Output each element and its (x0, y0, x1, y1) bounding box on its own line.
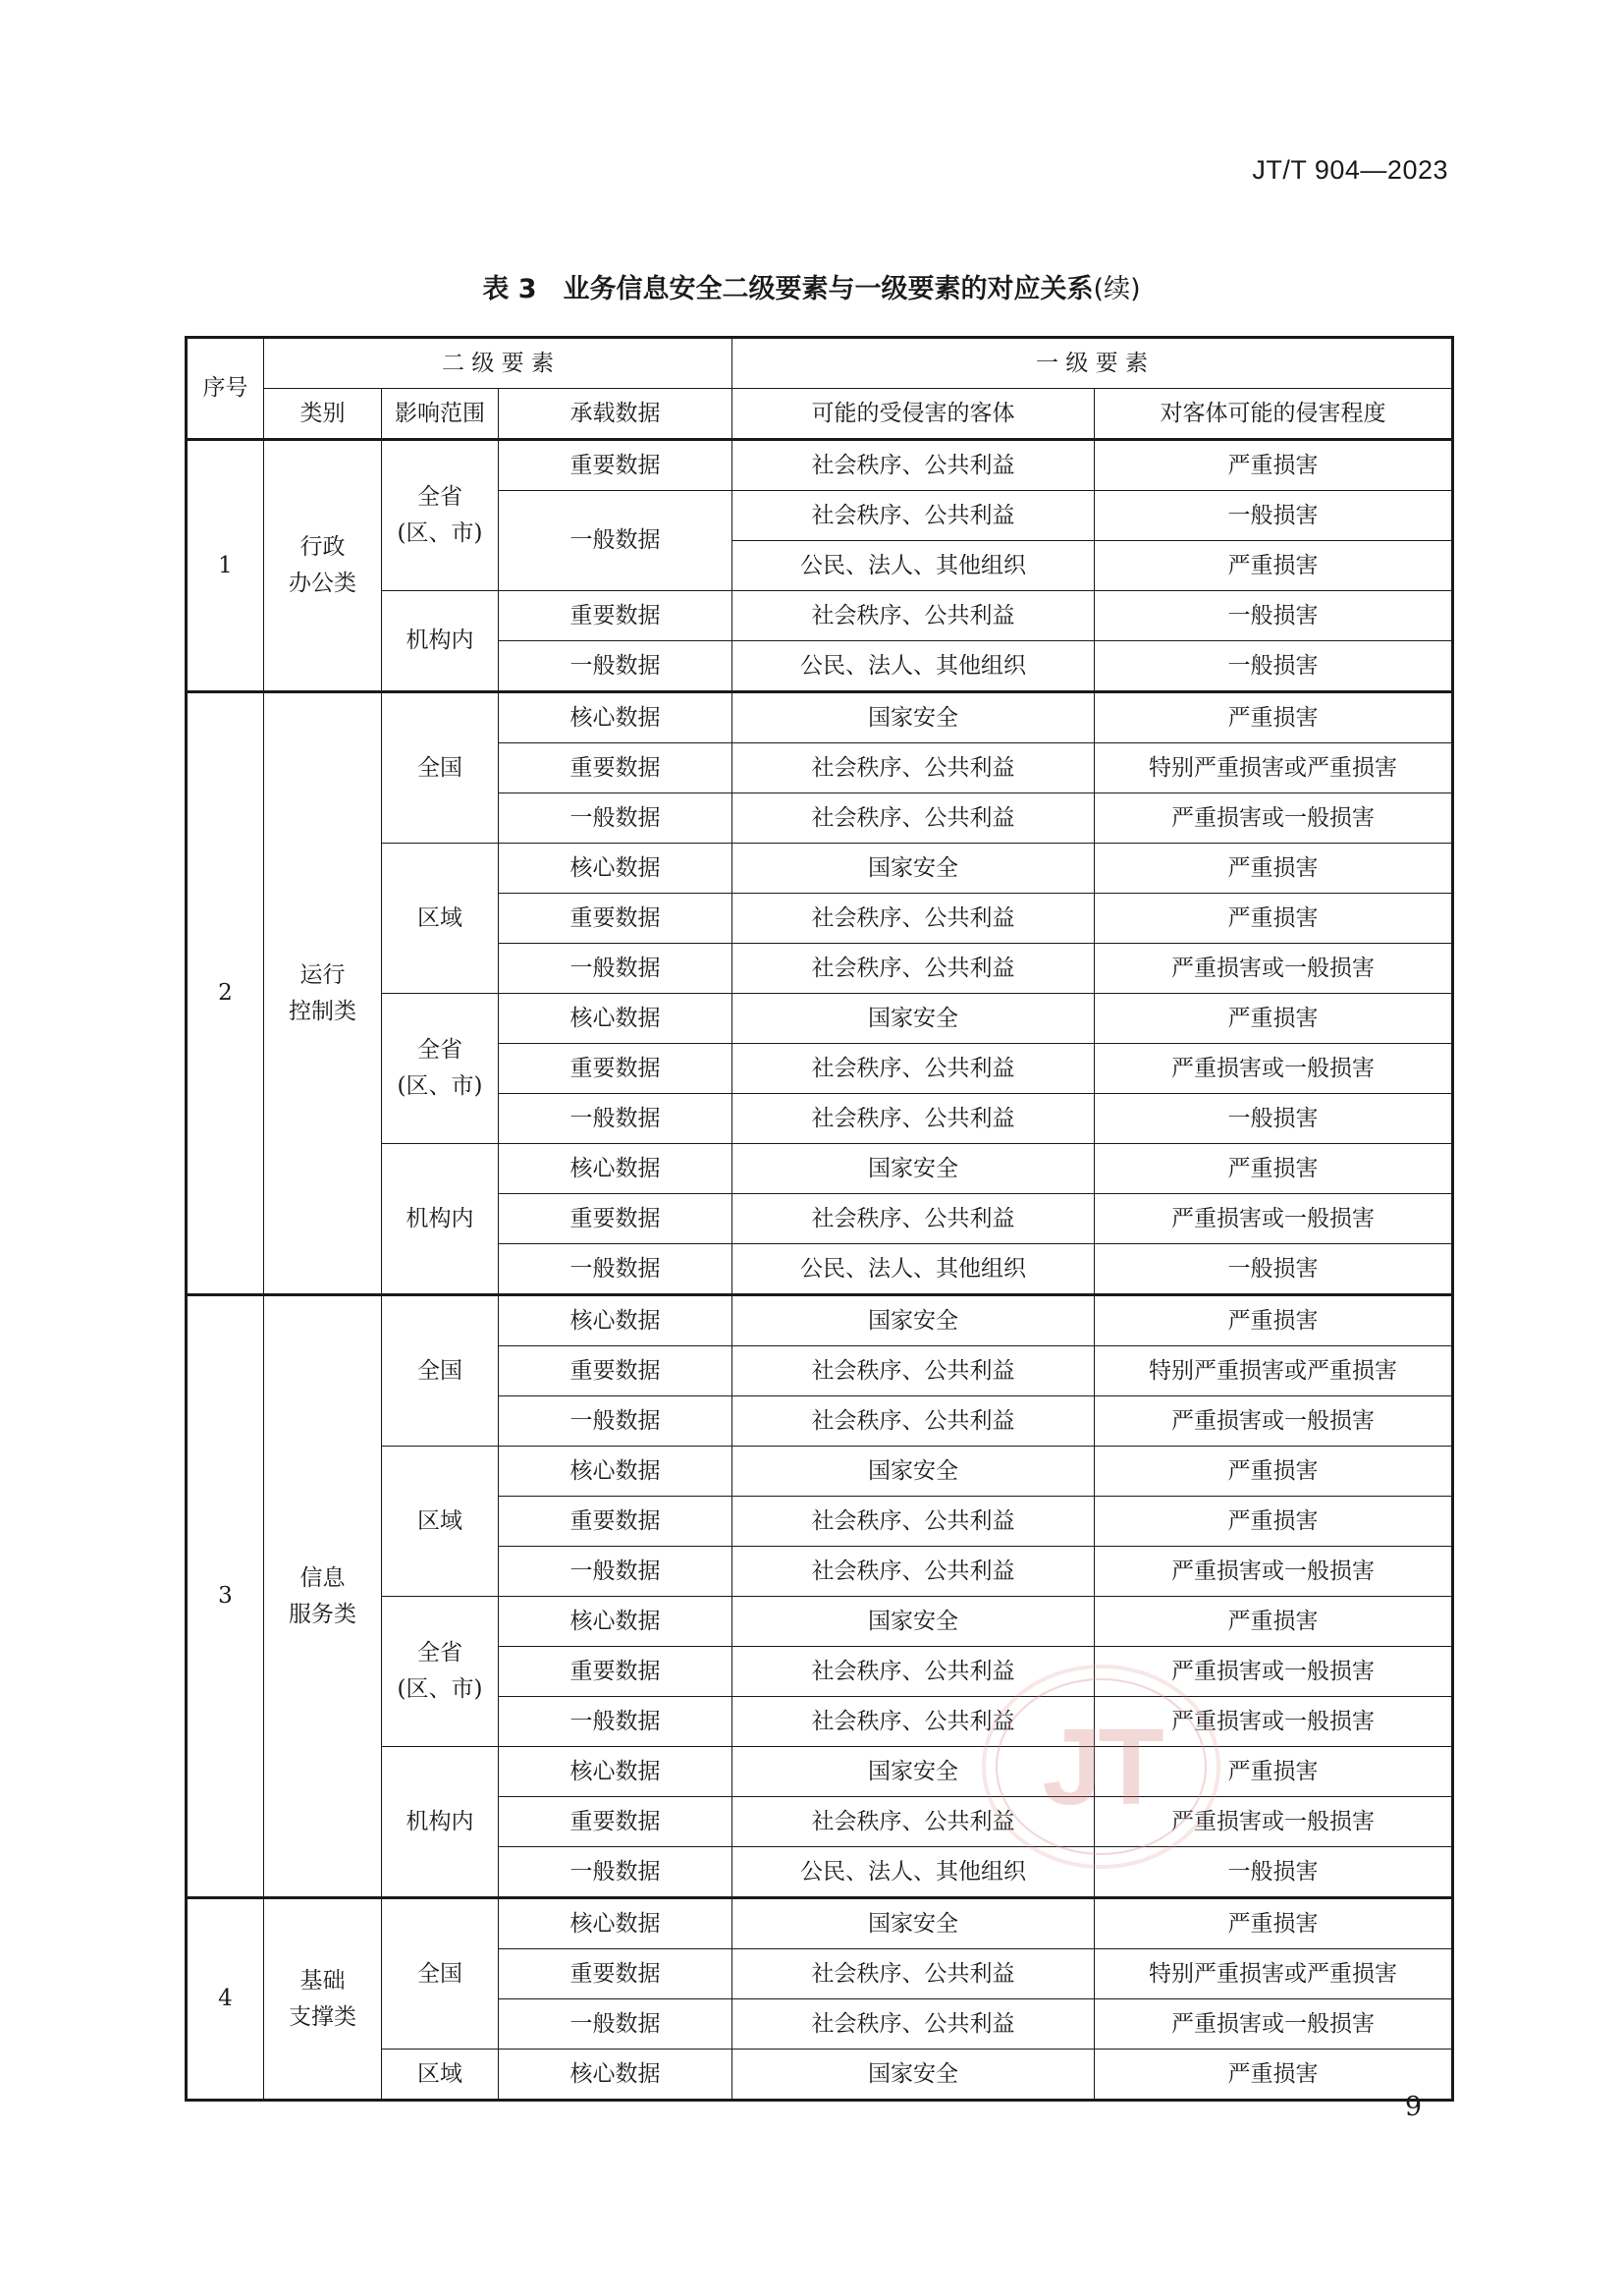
degree-cell: 一般损害 (1095, 1094, 1453, 1144)
watermark-inner-ring (996, 1678, 1207, 1855)
object-cell: 国家安全 (732, 1144, 1095, 1194)
degree-cell: 一般损害 (1095, 641, 1453, 692)
carried-data-cell: 重要数据 (499, 1044, 732, 1094)
object-cell: 公民、法人、其他组织 (732, 641, 1095, 692)
header-primary-elements: 一 级 要 素 (732, 338, 1453, 389)
carried-data-cell: 核心数据 (499, 844, 732, 894)
degree-cell: 一般损害 (1095, 591, 1453, 641)
scope-cell: 区域 (382, 844, 499, 994)
object-cell: 公民、法人、其他组织 (732, 1244, 1095, 1295)
degree-cell: 严重损害 (1095, 1497, 1453, 1547)
object-cell: 国家安全 (732, 994, 1095, 1044)
degree-cell: 严重损害或一般损害 (1095, 1999, 1453, 2050)
table-title-suffix: (续) (1093, 274, 1141, 304)
seq-cell: 2 (187, 692, 264, 1295)
object-cell: 社会秩序、公共利益 (732, 440, 1095, 491)
object-cell: 公民、法人、其他组织 (732, 541, 1095, 591)
object-cell: 社会秩序、公共利益 (732, 1949, 1095, 1999)
scope-cell: 机构内 (382, 591, 499, 692)
carried-data-cell: 一般数据 (499, 1547, 732, 1597)
object-cell: 社会秩序、公共利益 (732, 1044, 1095, 1094)
carried-data-cell: 一般数据 (499, 1094, 732, 1144)
scope-cell: 机构内 (382, 1747, 499, 1898)
category-cell: 运行 控制类 (264, 692, 382, 1295)
scope-cell: 全国 (382, 1898, 499, 2050)
object-cell: 社会秩序、公共利益 (732, 1194, 1095, 1244)
carried-data-cell: 核心数据 (499, 1747, 732, 1797)
correspondence-table (185, 336, 1454, 2102)
header-seq: 序号 (187, 338, 264, 440)
degree-cell: 严重损害或一般损害 (1095, 1547, 1453, 1597)
seq-cell: 1 (187, 440, 264, 692)
degree-cell: 特别严重损害或严重损害 (1095, 743, 1453, 793)
object-cell: 社会秩序、公共利益 (732, 1346, 1095, 1396)
degree-cell: 严重损害 (1095, 1898, 1453, 1949)
table-title-text: 表 3 业务信息安全二级要素与一级要素的对应关系 (482, 274, 1094, 304)
object-cell: 社会秩序、公共利益 (732, 894, 1095, 944)
table-title (0, 267, 1623, 305)
carried-data-cell: 核心数据 (499, 1898, 732, 1949)
degree-cell: 严重损害 (1095, 994, 1453, 1044)
object-cell: 国家安全 (732, 844, 1095, 894)
page-number: 9 (1404, 2092, 1422, 2122)
carried-data-cell: 重要数据 (499, 1949, 732, 1999)
table-group-1 (187, 440, 1453, 692)
object-cell: 社会秩序、公共利益 (732, 1547, 1095, 1597)
scope-cell: 全省 (区、市) (382, 994, 499, 1144)
object-cell: 国家安全 (732, 1295, 1095, 1346)
carried-data-cell: 核心数据 (499, 994, 732, 1044)
carried-data-cell: 一般数据 (499, 1999, 732, 2050)
object-cell: 社会秩序、公共利益 (732, 1497, 1095, 1547)
degree-cell: 严重损害 (1095, 1295, 1453, 1346)
degree-cell: 严重损害 (1095, 1747, 1453, 1797)
object-cell: 公民、法人、其他组织 (732, 1847, 1095, 1898)
watermark-text: JT (1042, 1706, 1161, 1828)
object-cell: 国家安全 (732, 692, 1095, 743)
table-row (187, 1295, 1453, 1346)
header-degree: 对客体可能的侵害程度 (1095, 389, 1453, 440)
object-cell: 社会秩序、公共利益 (732, 793, 1095, 844)
carried-data-cell: 重要数据 (499, 1194, 732, 1244)
carried-data-cell: 一般数据 (499, 1244, 732, 1295)
degree-cell: 严重损害或一般损害 (1095, 793, 1453, 844)
scope-cell: 区域 (382, 2050, 499, 2101)
carried-data-cell: 核心数据 (499, 2050, 732, 2101)
degree-cell: 严重损害 (1095, 1447, 1453, 1497)
object-cell: 国家安全 (732, 1447, 1095, 1497)
table-row (187, 692, 1453, 743)
carried-data-cell: 核心数据 (499, 1597, 732, 1647)
table-header (187, 338, 1453, 440)
table-group-4 (187, 1898, 1453, 2101)
carried-data-cell: 一般数据 (499, 491, 732, 591)
scope-cell: 全省 (区、市) (382, 1597, 499, 1747)
carried-data-cell: 一般数据 (499, 641, 732, 692)
object-cell: 社会秩序、公共利益 (732, 944, 1095, 994)
table-group-2 (187, 692, 1453, 1295)
standard-code: JT/T 904—2023 (1252, 155, 1448, 185)
header-object: 可能的受侵害的客体 (732, 389, 1095, 440)
seq-cell: 3 (187, 1295, 264, 1898)
degree-cell: 严重损害 (1095, 440, 1453, 491)
carried-data-cell: 一般数据 (499, 1396, 732, 1447)
carried-data-cell: 重要数据 (499, 440, 732, 491)
carried-data-cell: 重要数据 (499, 1797, 732, 1847)
object-cell: 社会秩序、公共利益 (732, 1697, 1095, 1747)
degree-cell: 严重损害 (1095, 844, 1453, 894)
carried-data-cell: 一般数据 (499, 944, 732, 994)
object-cell: 国家安全 (732, 1597, 1095, 1647)
table-group-3 (187, 1295, 1453, 1898)
carried-data-cell: 核心数据 (499, 1295, 732, 1346)
degree-cell: 严重损害 (1095, 894, 1453, 944)
degree-cell: 严重损害或一般损害 (1095, 1396, 1453, 1447)
object-cell: 社会秩序、公共利益 (732, 1647, 1095, 1697)
degree-cell: 特别严重损害或严重损害 (1095, 1346, 1453, 1396)
degree-cell: 严重损害或一般损害 (1095, 1797, 1453, 1847)
object-cell: 社会秩序、公共利益 (732, 1797, 1095, 1847)
degree-cell: 特别严重损害或严重损害 (1095, 1949, 1453, 1999)
jt-watermark-seal (982, 1665, 1220, 1869)
degree-cell: 严重损害或一般损害 (1095, 1194, 1453, 1244)
object-cell: 国家安全 (732, 1747, 1095, 1797)
carried-data-cell: 重要数据 (499, 1647, 732, 1697)
degree-cell: 严重损害或一般损害 (1095, 944, 1453, 994)
object-cell: 国家安全 (732, 2050, 1095, 2101)
scope-cell: 区域 (382, 1447, 499, 1597)
carried-data-cell: 一般数据 (499, 1697, 732, 1747)
degree-cell: 严重损害或一般损害 (1095, 1697, 1453, 1747)
scope-cell: 全国 (382, 1295, 499, 1447)
object-cell: 国家安全 (732, 1898, 1095, 1949)
carried-data-cell: 重要数据 (499, 1346, 732, 1396)
degree-cell: 严重损害 (1095, 1144, 1453, 1194)
table-row (187, 440, 1453, 491)
degree-cell: 严重损害或一般损害 (1095, 1044, 1453, 1094)
carried-data-cell: 重要数据 (499, 1497, 732, 1547)
category-cell: 信息 服务类 (264, 1295, 382, 1898)
carried-data-cell: 重要数据 (499, 591, 732, 641)
degree-cell: 一般损害 (1095, 1244, 1453, 1295)
object-cell: 社会秩序、公共利益 (732, 1999, 1095, 2050)
carried-data-cell: 一般数据 (499, 1847, 732, 1898)
category-cell: 行政 办公类 (264, 440, 382, 692)
table-row (187, 1898, 1453, 1949)
object-cell: 社会秩序、公共利益 (732, 591, 1095, 641)
seq-cell: 4 (187, 1898, 264, 2101)
degree-cell: 严重损害或一般损害 (1095, 1647, 1453, 1697)
carried-data-cell: 一般数据 (499, 793, 732, 844)
header-scope: 影响范围 (382, 389, 499, 440)
scope-cell: 全省 (区、市) (382, 440, 499, 591)
carried-data-cell: 核心数据 (499, 1144, 732, 1194)
category-cell: 基础 支撑类 (264, 1898, 382, 2101)
degree-cell: 严重损害 (1095, 2050, 1453, 2101)
degree-cell: 严重损害 (1095, 541, 1453, 591)
carried-data-cell: 核心数据 (499, 692, 732, 743)
object-cell: 社会秩序、公共利益 (732, 1396, 1095, 1447)
carried-data-cell: 重要数据 (499, 894, 732, 944)
scope-cell: 全国 (382, 692, 499, 844)
degree-cell: 一般损害 (1095, 491, 1453, 541)
header-carried-data: 承载数据 (499, 389, 732, 440)
degree-cell: 一般损害 (1095, 1847, 1453, 1898)
header-secondary-elements: 二 级 要 素 (264, 338, 732, 389)
object-cell: 社会秩序、公共利益 (732, 491, 1095, 541)
carried-data-cell: 核心数据 (499, 1447, 732, 1497)
degree-cell: 严重损害 (1095, 1597, 1453, 1647)
degree-cell: 严重损害 (1095, 692, 1453, 743)
scope-cell: 机构内 (382, 1144, 499, 1295)
object-cell: 社会秩序、公共利益 (732, 1094, 1095, 1144)
header-category: 类别 (264, 389, 382, 440)
object-cell: 社会秩序、公共利益 (732, 743, 1095, 793)
carried-data-cell: 重要数据 (499, 743, 732, 793)
